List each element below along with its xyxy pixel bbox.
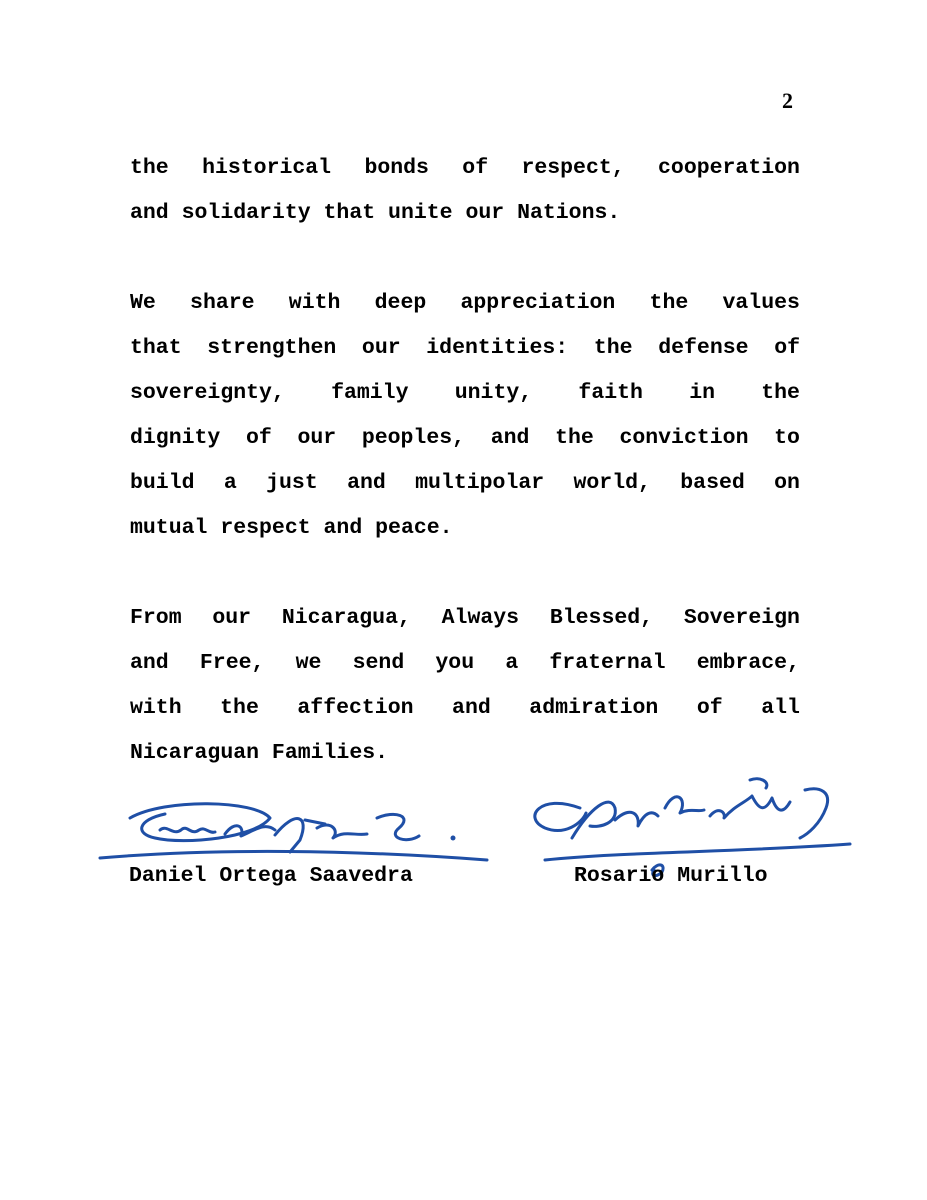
text-line xyxy=(130,461,800,506)
text-line xyxy=(130,641,800,686)
word: respect, xyxy=(521,156,625,180)
word: family xyxy=(331,381,409,405)
word: cooperation xyxy=(658,156,800,180)
word: fraternal xyxy=(549,651,666,675)
word: multipolar xyxy=(415,471,545,495)
word: we xyxy=(295,651,322,675)
text-line xyxy=(130,326,800,371)
text-line xyxy=(130,416,800,461)
text-line: Nicaraguan Families. xyxy=(130,741,389,765)
word: the xyxy=(555,426,594,450)
word: of xyxy=(774,336,800,360)
word: defense xyxy=(658,336,749,360)
word: conviction xyxy=(619,426,749,450)
word: Sovereign xyxy=(683,606,800,630)
word: the xyxy=(220,696,259,720)
word: that xyxy=(130,336,182,360)
word: of xyxy=(245,426,272,450)
word: Free, xyxy=(199,651,265,675)
word: Nicaragua, xyxy=(281,606,411,630)
word: peoples, xyxy=(361,426,466,450)
word: Always xyxy=(441,606,520,630)
word: all xyxy=(761,696,800,720)
word: appreciation xyxy=(460,291,616,315)
paragraph-1 xyxy=(130,146,800,236)
word: From xyxy=(130,606,182,630)
word: sovereignty, xyxy=(130,381,285,405)
text-line: and solidarity that unite our Nations. xyxy=(130,201,621,225)
word: with xyxy=(130,696,182,720)
word: with xyxy=(288,291,341,315)
word: We xyxy=(130,291,156,315)
word: our xyxy=(361,336,401,360)
word: Blessed, xyxy=(549,606,654,630)
word: the xyxy=(130,156,169,180)
word: the xyxy=(649,291,689,315)
word: and xyxy=(490,426,530,450)
word: just xyxy=(266,471,318,495)
paragraph-3 xyxy=(130,596,800,776)
signature-murillo xyxy=(520,768,855,878)
text-line xyxy=(130,596,800,641)
word: the xyxy=(593,336,633,360)
word: historical xyxy=(202,156,332,180)
word: affection xyxy=(297,696,414,720)
text-line xyxy=(130,146,800,191)
letter-body xyxy=(130,146,800,821)
word: world, xyxy=(573,471,651,495)
word: embrace, xyxy=(696,651,800,675)
paragraph-2 xyxy=(130,281,800,551)
word: faith xyxy=(578,381,643,405)
word: our xyxy=(212,606,252,630)
text-line xyxy=(130,686,800,731)
word: and xyxy=(452,696,491,720)
word: to xyxy=(774,426,800,450)
word: dignity xyxy=(130,426,221,450)
word: of xyxy=(462,156,489,180)
text-line xyxy=(130,371,800,416)
word: values xyxy=(722,291,800,315)
word: identities: xyxy=(426,336,569,360)
word: deep xyxy=(374,291,427,315)
signature-ortega xyxy=(95,790,495,870)
word: unity, xyxy=(454,381,533,405)
word: bonds xyxy=(364,156,429,180)
text-line xyxy=(130,281,800,326)
text-line: mutual respect and peace. xyxy=(130,516,453,540)
word: of xyxy=(696,696,723,720)
word: and xyxy=(130,651,169,675)
word: strengthen xyxy=(207,336,337,360)
signatory-name-ortega: Daniel Ortega Saavedra xyxy=(129,864,413,888)
word: the xyxy=(761,381,800,405)
word: and xyxy=(347,471,386,495)
word: build xyxy=(130,471,195,495)
page-number: 2 xyxy=(782,88,793,113)
word: admiration xyxy=(529,696,659,720)
word: a xyxy=(223,471,237,495)
word: on xyxy=(774,471,800,495)
word: our xyxy=(297,426,337,450)
word: a xyxy=(505,651,519,675)
word: share xyxy=(190,291,255,315)
word: you xyxy=(435,651,475,675)
word: based xyxy=(680,471,745,495)
word: in xyxy=(689,381,715,405)
word: send xyxy=(352,651,405,675)
signatory-name-murillo: Rosario Murillo xyxy=(574,864,768,888)
